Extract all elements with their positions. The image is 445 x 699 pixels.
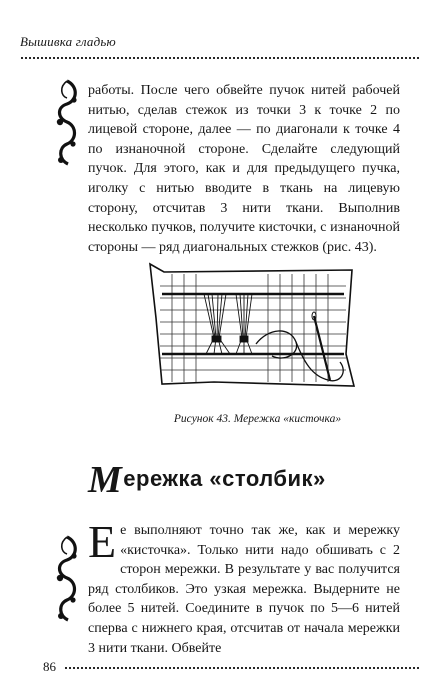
drop-cap: Е: [88, 516, 117, 567]
section-heading-text: ережка «столбик»: [123, 466, 326, 491]
body-paragraph-2-text: е выполняют точно так же, как и мережку «кисточка». Только нити надо обшивать с 2 сторон мережки. В результате у вас получится ряд столбиков. Это узкая мережка. Выдерните не более 5 нитей. Соедините в пучок по 5—6 нитей сперва с нижнего края, отсчитав от начала мережки 3 нити ткани. Обвейте: [88, 523, 400, 656]
running-header: Вышивка гладью: [20, 34, 116, 49]
figure-43-illustration: [144, 258, 358, 413]
footer-dotted-rule: [64, 666, 420, 670]
section-heading: [88, 458, 326, 502]
body-paragraph-1: работы. После чего обвейте пучок нитей рабочей нитью, сделав стежок из точки 3 к точке 2 по лицевой стороне, далее — по диагонали к точке 4 по изнаночной стороне. Сделайте следующий пучок. Для этого, как и для предыдущего пучка, иголку с нитью вводите в ткань на лицевую сторону, отсчитав 3 нити ткани. Выполнив несколько пучков, получите кисточки, с изнаночной стороны — ряд диагональных стежков (рис. 43).: [88, 83, 400, 255]
flourish-ornament-bottom: [52, 534, 82, 626]
section-heading-initial: М: [88, 459, 123, 501]
mesh-hemstitch-drawing: [144, 258, 358, 408]
page-number: 86: [43, 659, 56, 674]
body-paragraph-2: [88, 516, 400, 658]
header-dotted-rule: [20, 56, 420, 60]
figure-caption-text: Рисунок 43. Мережка «кисточка»: [173, 413, 342, 425]
flourish-ornament-top: [52, 78, 82, 170]
figure-caption: [0, 413, 445, 425]
